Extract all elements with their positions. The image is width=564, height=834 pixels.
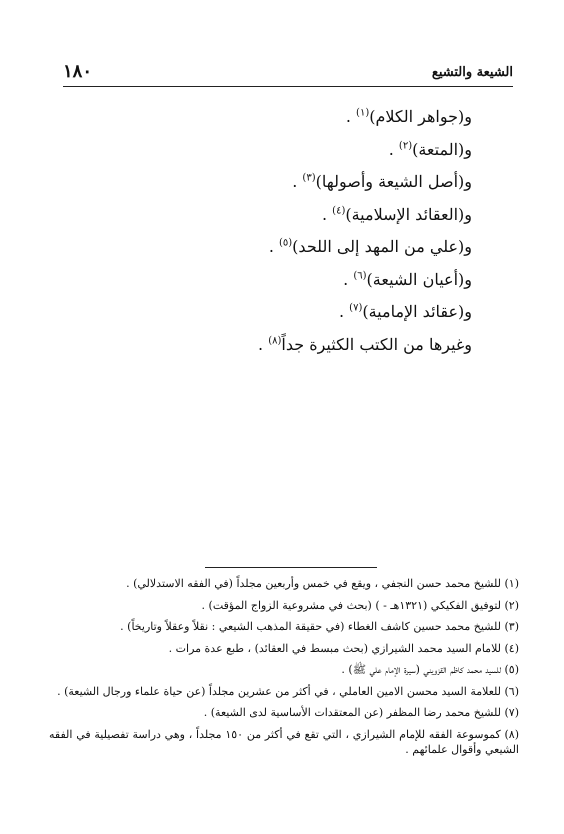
book-list-item <box>72 334 472 367</box>
line-end: . <box>268 237 279 256</box>
book-title-text: و(علي من المهد إلى اللحد) <box>292 237 472 256</box>
line-end: . <box>258 334 269 354</box>
footnote: (٦) للعلامة السيد محسن الامين العاملي ، في أكثر من عشرين مجلداً (عن حياة علماء ورجال الشيعة) . <box>57 684 519 698</box>
footnote-marker: (٢) <box>398 140 413 152</box>
footnote: (٤) للامام السيد محمد الشيرازي (بحث مبسط في العقائد) ، طبع عدة مرات . <box>168 641 519 655</box>
book-title-text: و(المتعة) <box>412 139 472 159</box>
main-text-list <box>72 106 472 366</box>
footnote-marker: (٦) <box>353 270 367 282</box>
footnote: (٥) للسيد محمد كاظم القزويني (سيرة الإمام علي ﷺ) . <box>341 663 519 676</box>
footnote-marker: (٤) <box>332 205 346 217</box>
book-title-text: وغيرها من الكتب الكثيرة جداً <box>281 334 472 354</box>
footnote-marker: (٧) <box>349 302 363 314</box>
book-list-item <box>72 236 472 269</box>
footnote-marker: (٨) <box>268 335 282 347</box>
book-list-item <box>72 106 472 139</box>
footnote: (٣) للشيخ محمد حسين كاشف الغطاء (في حقيقة المذهب الشيعي : نقلاً وعقلاً وتاريخاً) . <box>120 620 519 633</box>
footnote: (٢) لتوفيق الفكيكي (١٣٢١هـ - ) (بحث في مشروعية الزواج المؤقت) . <box>201 598 519 612</box>
footnote-marker: (١) <box>356 107 370 119</box>
book-list-item <box>72 171 472 204</box>
book-title-text: و(عقائد الإمامية) <box>362 302 472 321</box>
footnote: (٧) للشيخ محمد رضا المظفر (عن المعتقدات الأساسية لدى الشيعة) . <box>203 706 519 719</box>
book-title-text: و(جواهر الكلام) <box>369 107 472 126</box>
line-end: . <box>338 302 350 321</box>
book-title-text: و(أصل الشيعة وأصولها) <box>315 172 472 191</box>
book-list-item <box>72 204 472 237</box>
footnotes-section <box>49 576 519 763</box>
book-title-text: و(العقائد الإسلامية) <box>345 204 472 224</box>
line-end: . <box>345 107 357 126</box>
line-end: . <box>321 204 333 224</box>
page-number: ١٨٠ <box>63 61 93 82</box>
book-list-item <box>72 301 472 334</box>
book-list-item <box>72 269 472 302</box>
line-end: . <box>343 269 354 289</box>
line-end: . <box>292 172 303 191</box>
running-title: الشيعة والتشيع <box>431 65 513 80</box>
footnote-marker: (٣) <box>302 172 316 184</box>
footnote: (٨) كموسوعة الفقه للإمام الشيرازي ، التي تقع في أكثر من ١٥٠ مجلداً ، وهي دراسة تفصيلية في الفقه الشيعي وأقوال علمائهم . <box>49 727 520 756</box>
footnote: (١) للشيخ محمد حسن النجفي ، ويقع في خمس وأربعين مجلداً (في الفقه الاستدلالي) . <box>126 577 519 590</box>
book-list-item <box>72 139 472 172</box>
line-end: . <box>388 139 399 159</box>
footnote-separator <box>205 567 377 568</box>
running-header <box>63 60 513 87</box>
footnote-marker: (٥) <box>278 237 293 249</box>
book-title-text: و(أعيان الشيعة) <box>366 269 472 289</box>
